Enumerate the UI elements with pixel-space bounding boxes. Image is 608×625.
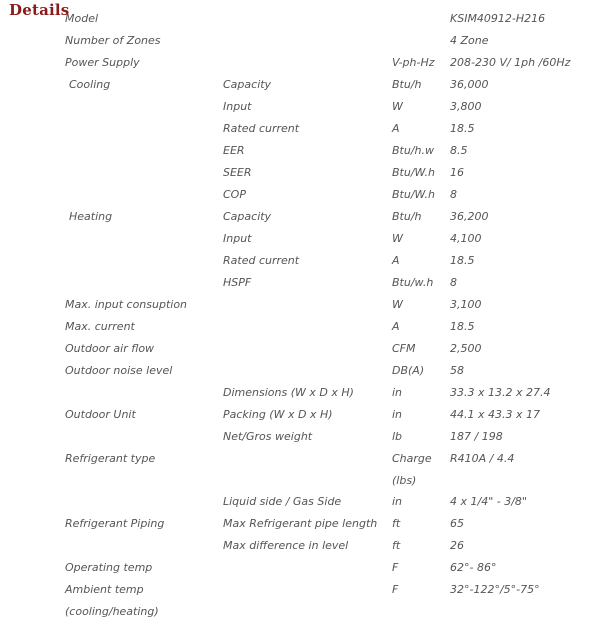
spec-unit: in xyxy=(392,386,403,399)
spec-sublabel: Dimensions (W x D x H) xyxy=(223,386,354,399)
spec-value: KSIM40912-H216 xyxy=(450,12,546,25)
spec-row xyxy=(62,316,608,338)
spec-sublabel: Capacity xyxy=(223,210,272,223)
spec-value: R410A / 4.4 xyxy=(450,452,515,465)
spec-label: Refrigerant Piping xyxy=(65,517,165,530)
spec-row xyxy=(62,206,608,228)
spec-value: 36,200 xyxy=(450,210,489,223)
spec-value: 4 Zone xyxy=(450,34,489,47)
spec-unit: V-ph-Hz xyxy=(392,56,435,69)
spec-unit: Btu/W.h xyxy=(392,188,435,201)
spec-row xyxy=(62,579,608,601)
spec-unit: Btu/w.h xyxy=(392,276,434,289)
spec-label: Outdoor noise level xyxy=(65,364,173,377)
spec-label: Outdoor air flow xyxy=(65,342,155,355)
spec-value: 16 xyxy=(450,166,464,179)
spec-label: Heating xyxy=(69,210,113,223)
spec-label: Cooling xyxy=(69,78,111,91)
spec-value: 3,100 xyxy=(450,298,482,311)
spec-row xyxy=(62,272,608,294)
spec-label: Power Supply xyxy=(65,56,140,69)
spec-unit: (lbs) xyxy=(392,474,417,487)
spec-unit: in xyxy=(392,408,403,421)
spec-unit: W xyxy=(392,232,403,245)
spec-row xyxy=(62,491,608,513)
spec-value: 8 xyxy=(450,276,457,289)
spec-row xyxy=(62,426,608,448)
spec-value: 58 xyxy=(450,364,464,377)
spec-unit: W xyxy=(392,100,403,113)
spec-unit: A xyxy=(392,122,400,135)
spec-label: (cooling/heating) xyxy=(65,605,159,618)
spec-sublabel: EER xyxy=(223,144,245,157)
spec-unit: Btu/h xyxy=(392,78,422,91)
spec-unit: F xyxy=(392,583,399,596)
spec-row xyxy=(62,140,608,162)
spec-value: 187 / 198 xyxy=(450,430,503,443)
spec-unit: CFM xyxy=(392,342,416,355)
spec-row xyxy=(62,74,608,96)
spec-row xyxy=(62,52,608,74)
spec-unit: W xyxy=(392,298,403,311)
spec-value: 4 x 1/4" - 3/8" xyxy=(450,495,527,508)
details-heading: Details xyxy=(9,1,70,19)
spec-row xyxy=(62,30,608,52)
spec-unit: lb xyxy=(392,430,403,443)
spec-value: 8.5 xyxy=(450,144,468,157)
spec-value: 62°- 86° xyxy=(450,561,497,574)
spec-sublabel: Rated current xyxy=(223,122,300,135)
spec-sublabel: SEER xyxy=(223,166,252,179)
spec-value: 8 xyxy=(450,188,457,201)
spec-row xyxy=(62,294,608,316)
spec-row xyxy=(62,404,608,426)
spec-sublabel: COP xyxy=(223,188,246,201)
spec-unit: Btu/h xyxy=(392,210,422,223)
spec-value: 36,000 xyxy=(450,78,489,91)
spec-row xyxy=(62,382,608,404)
spec-row xyxy=(62,118,608,140)
spec-row xyxy=(62,162,608,184)
spec-value: 4,100 xyxy=(450,232,482,245)
spec-label: Model xyxy=(65,12,99,25)
spec-label: Max. input consuption xyxy=(65,298,188,311)
spec-value: 18.5 xyxy=(450,320,475,333)
spec-row xyxy=(62,250,608,272)
spec-row xyxy=(62,535,608,557)
spec-value: 33.3 x 13.2 x 27.4 xyxy=(450,386,551,399)
spec-row xyxy=(62,470,608,491)
spec-sublabel: Input xyxy=(223,100,252,113)
spec-label: Ambient temp xyxy=(65,583,144,596)
spec-unit: A xyxy=(392,320,400,333)
spec-row xyxy=(62,360,608,382)
spec-sublabel: Capacity xyxy=(223,78,272,91)
specifications-table xyxy=(62,8,608,623)
spec-unit: A xyxy=(392,254,400,267)
spec-value: 32°-122°/5°-75° xyxy=(450,583,540,596)
spec-sublabel: Max Refrigerant pipe length xyxy=(223,517,378,530)
spec-label: Refrigerant type xyxy=(65,452,156,465)
spec-unit: ft xyxy=(392,539,401,552)
spec-row xyxy=(62,338,608,360)
spec-value: 65 xyxy=(450,517,464,530)
spec-row xyxy=(62,601,608,623)
spec-sublabel: Liquid side / Gas Side xyxy=(223,495,342,508)
spec-sublabel: Net/Gros weight xyxy=(223,430,313,443)
spec-unit: Btu/W.h xyxy=(392,166,435,179)
spec-unit: in xyxy=(392,495,403,508)
spec-value: 18.5 xyxy=(450,254,475,267)
spec-unit: ft xyxy=(392,517,401,530)
spec-unit: DB(A) xyxy=(392,364,425,377)
spec-row xyxy=(62,8,608,30)
spec-row xyxy=(62,96,608,118)
spec-value: 208-230 V/ 1ph /60Hz xyxy=(450,56,571,69)
spec-row xyxy=(62,184,608,206)
spec-sublabel: Packing (W x D x H) xyxy=(223,408,333,421)
spec-row xyxy=(62,448,608,470)
spec-value: 26 xyxy=(450,539,464,552)
spec-row xyxy=(62,513,608,535)
spec-value: 18.5 xyxy=(450,122,475,135)
spec-sublabel: HSPF xyxy=(223,276,252,289)
spec-unit: Btu/h.w xyxy=(392,144,435,157)
spec-sublabel: Rated current xyxy=(223,254,300,267)
spec-value: 3,800 xyxy=(450,100,482,113)
spec-label: Max. current xyxy=(65,320,135,333)
spec-sublabel: Input xyxy=(223,232,252,245)
spec-label: Outdoor Unit xyxy=(65,408,136,421)
spec-row xyxy=(62,557,608,579)
spec-sublabel: Max difference in level xyxy=(223,539,349,552)
spec-label: Number of Zones xyxy=(65,34,161,47)
spec-unit: Charge xyxy=(392,452,432,465)
spec-value: 2,500 xyxy=(450,342,482,355)
spec-row xyxy=(62,228,608,250)
spec-value: 44.1 x 43.3 x 17 xyxy=(450,408,540,421)
spec-label: Operating temp xyxy=(65,561,153,574)
spec-unit: F xyxy=(392,561,399,574)
